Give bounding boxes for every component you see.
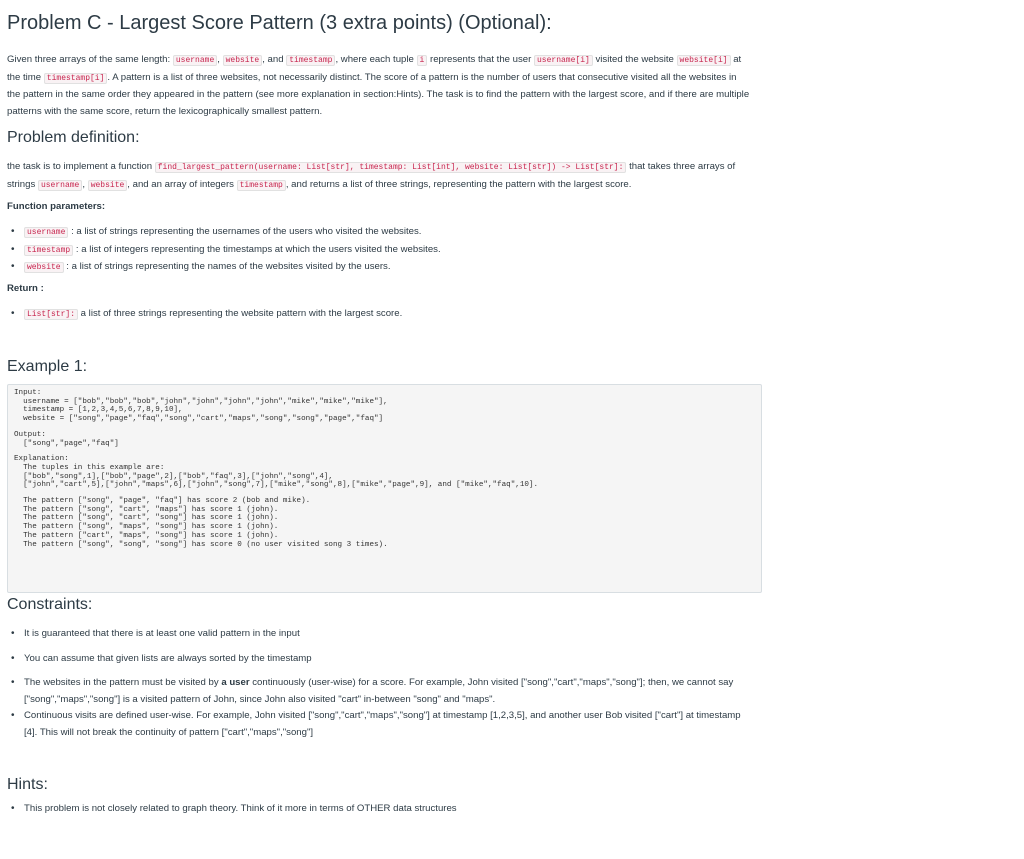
list-item [7,675,752,708]
list-item [7,306,402,324]
constraint-emphasis: a user [221,677,250,688]
hints-list [7,801,457,818]
parameters-list [7,224,441,277]
param-description: : a list of integers representing the timestamps at which the users visited the websites. [73,243,441,255]
hints-heading: Hints: [7,776,48,793]
page-title: Problem C - Largest Score Pattern (3 extra points) (Optional): [7,12,552,34]
constraint-text: Continuous visits are defined user-wise. For example, John visited ["song","cart","maps","song"] at timestamp [1,2,3,5], and another user Bob visited ["cart"] at timestamp [4]. This will not break the continuity of pattern ["cart","maps","song"] [24,710,741,738]
inline-code: timestamp [24,245,73,256]
inline-code: username [24,227,68,238]
inline-code: website [24,262,64,273]
constraint-text: continuously (user-wise) for a score. For example, John visited ["song","cart","maps","song"]; then, we cannot say ["song","maps","song"] is a visited pattern of John, since John also visited "cart" in-between "song" and "maps". [24,677,734,705]
intro-text: , where each tuple [335,54,417,65]
example-code-block [7,384,762,593]
function-signature: find_largest_pattern(username: List[str], timestamp: List[int], website: List[str]) -> List[str]: [155,162,627,173]
return-heading: Return : [7,283,44,294]
inline-code: username[i] [534,55,593,66]
inline-code: website[i] [677,55,731,66]
intro-text: . A pattern is a list of three websites, not necessarily distinct. The score of a pattern is the number of users that consecutive visited all the websites in the pattern in the same order they appeared in the pattern (see more explanation in section:Hints). The task is to find the pattern with the largest score, and if there are multiple patterns with the same score, return the lexicographically smallest pattern. [7,71,750,117]
definition-paragraph [7,159,752,194]
intro-text: , and [262,54,287,65]
return-description: a list of three strings representing the website pattern with the largest score. [78,308,403,319]
list-item [7,801,457,818]
list-item [7,708,752,741]
constraints-heading: Constraints: [7,596,93,613]
example-heading: Example 1: [7,358,88,375]
inline-code: website [88,180,128,191]
intro-text: visited the website [592,54,677,65]
function-parameters-heading: Function parameters: [7,201,106,212]
intro-text: at the time [7,54,742,83]
hint-text: This problem is not closely related to graph theory. Think of it more in terms of OTHER data structures [24,803,457,814]
inline-code: username [38,180,82,191]
definition-text: , and an array of integers [127,178,237,190]
example-output: Output: ["song","page","faq"] [14,430,119,448]
intro-text: represents that the user [427,54,534,65]
example-patterns: The pattern ["song", "page", "faq"] has score 2 (bob and mike). The pattern ["song", "cart", "maps"] has score 1 (john). The pattern ["song", "cart", "song"] has score 1 (john). The pattern ["song", "maps", "song"] has score 1 (john). The pattern ["cart", "maps", "song"] has score 1 (john). The pattern ["song", "song", "song"] has score 0 (no user visited song 3 times). [23,497,388,549]
constraint-text: The websites in the pattern must be visited by [24,677,222,688]
inline-code: i [417,55,428,66]
definition-text: , and returns a list of three strings, representing the pattern with the largest score. [285,178,632,190]
inline-code: timestamp [286,55,335,66]
intro-paragraph [7,52,752,120]
param-description: : a list of strings representing the usernames of the users who visited the websites. [68,226,422,237]
inline-code: username [173,55,217,66]
constraint-text: You can assume that given lists are always sorted by the timestamp [24,652,312,664]
list-item [7,224,441,242]
inline-code: List[str]: [24,309,78,320]
param-description: : a list of strings representing the names of the websites visited by the users. [63,261,391,272]
constraint-text: It is guaranteed that there is at least one valid pattern in the input [24,628,300,639]
return-list [7,306,402,324]
inline-code: timestamp[i] [44,73,108,84]
definition-text: the task is to implement a function [7,161,155,172]
problem-definition-heading: Problem definition: [7,129,140,146]
list-item [7,242,441,260]
inline-code: website [223,55,263,66]
inline-code: timestamp [237,180,286,191]
example-explanation: Explanation: The tuples in this example are: ["bob","song",1],["bob","page",2],["bob","faq",3],["john","song",4], ["john","cart",5],["john","maps",6],["john","song",7],["mike","song",8],["mike","page",9], and ["mike","faq",10]. [14,455,539,490]
example-input: Input: username = ["bob","bob","bob","john","john","john","john","mike","mike","mike"], timestamp = [1,2,3,4,5,6,7,8,9,10], website = ["song","page","faq","song","cart","maps","song","song","page","faq"] [14,389,388,424]
list-item [7,259,441,277]
list-item [7,651,752,668]
list-item [7,626,752,643]
constraints-list [7,626,752,741]
intro-text: , [217,54,223,65]
definition-text: that takes three arrays of strings [7,161,736,190]
intro-text: Given three arrays of the same length: [7,54,173,65]
definition-text: , [82,178,88,190]
